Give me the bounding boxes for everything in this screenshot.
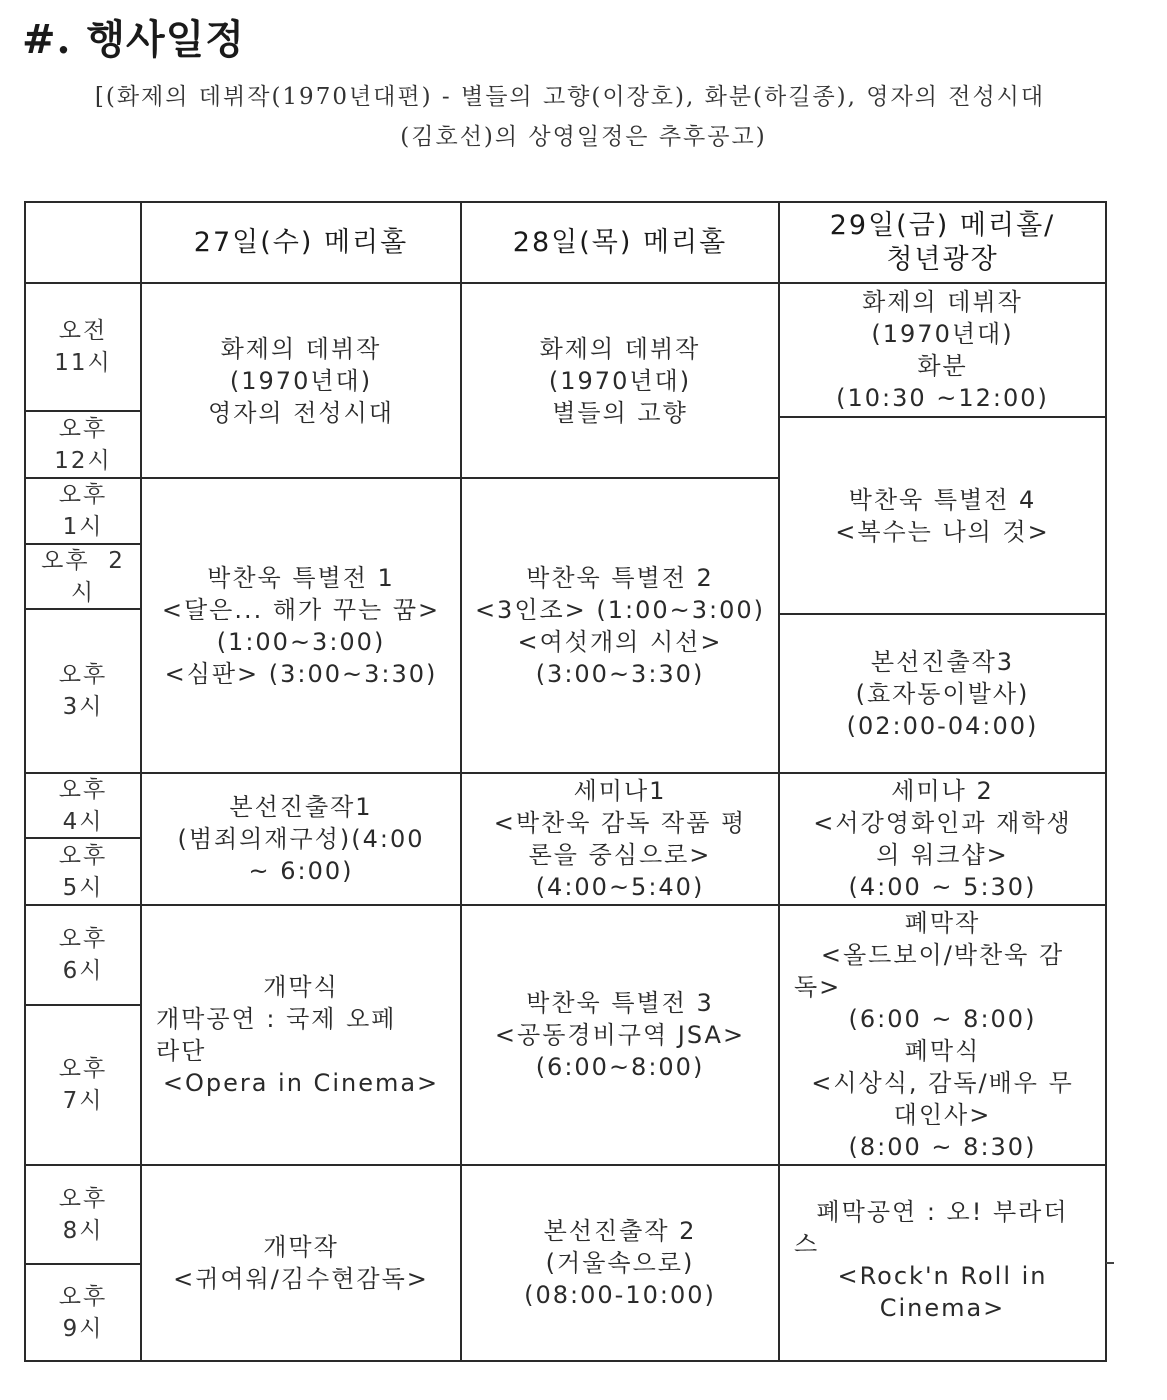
event-line: 본선진출작1 <box>229 793 373 821</box>
event-line: <달은... 해가 꾸는 꿈> <box>161 595 441 624</box>
time-label: 9시 <box>62 1315 104 1342</box>
time-label: 시 <box>70 579 96 606</box>
event-line: 세미나1 <box>573 777 667 805</box>
time-label: 7시 <box>62 1088 104 1114</box>
event-line: 폐막작 <box>904 909 981 937</box>
event-line: (8:00 ~ 8:30) <box>848 1133 1037 1161</box>
event-line: 화분 <box>917 352 968 380</box>
edge-mark <box>1106 1262 1114 1264</box>
event-line: (1970년대) <box>229 366 373 395</box>
time-label: 오후 <box>58 415 108 442</box>
time-label: 12시 <box>54 447 112 474</box>
event-line: 화제의 데뷔작 <box>220 334 382 363</box>
page-title: #. 행사일정 <box>22 16 245 63</box>
event-d27-opening <box>142 906 460 1164</box>
event-line: 개막작 <box>263 1233 339 1261</box>
time-label: 오후 <box>58 1056 108 1082</box>
event-d28-afternoon <box>462 479 778 772</box>
time-7 <box>26 1006 140 1164</box>
event-line: (거울속으로) <box>545 1249 695 1277</box>
subtitle-line-2: (김호선)의 상영일정은 추후공고) <box>400 124 767 150</box>
event-line: 박찬욱 특별전 3 <box>526 989 714 1017</box>
event-d27-afternoon <box>142 479 460 772</box>
event-line: (08:00-10:00) <box>524 1281 716 1309</box>
header-day29 <box>780 203 1105 282</box>
time-9 <box>26 1265 140 1360</box>
event-d27-morning <box>142 284 460 477</box>
event-line: (1970년대) <box>548 366 692 395</box>
event-d28-special3 <box>462 906 778 1164</box>
event-d27-night <box>142 1166 460 1360</box>
event-line: (범죄의재구성)(4:00 <box>177 825 425 853</box>
time-label: 오후 <box>58 1283 108 1310</box>
time-label: 오후 <box>58 776 108 803</box>
event-line: (6:00~8:00) <box>535 1053 705 1081</box>
event-line: 개막식 <box>263 973 339 1001</box>
event-line: 폐막식 <box>904 1037 981 1065</box>
time-label: 오후 2 <box>41 547 125 574</box>
event-line: <심판> (3:00~3:30) <box>164 659 438 688</box>
event-line: (1970년대) <box>871 320 1014 348</box>
event-line: <귀여워/김수현감독> <box>173 1265 429 1293</box>
event-d29-special4 <box>780 418 1105 613</box>
time-8 <box>26 1166 140 1263</box>
event-line: 세미나 2 <box>891 777 994 805</box>
time-label: 4시 <box>62 808 104 835</box>
event-line: 본선진출작3 <box>870 647 1015 676</box>
time-label: 오전 <box>58 318 108 344</box>
event-line: <여섯개의 시선> <box>517 627 723 656</box>
event-line: 박찬욱 특별전 4 <box>848 485 1037 514</box>
event-line: <Rock'n Roll in <box>837 1262 1048 1290</box>
time-5 <box>26 839 140 904</box>
header-day27-label: 27일(수) 메리홀 <box>193 226 409 258</box>
event-line: <3인조> (1:00~3:00) <box>474 595 766 624</box>
event-line: (10:30 ~12:00) <box>836 384 1049 412</box>
event-line: <박찬욱 감독 작품 평 <box>493 809 747 837</box>
time-11 <box>26 284 140 410</box>
event-line: 박찬욱 특별전 2 <box>526 563 714 592</box>
event-line: (6:00 ~ 8:00) <box>848 1005 1037 1033</box>
header-day28-label: 28일(목) 메리홀 <box>512 226 728 258</box>
subtitle-line-1: [(화제의 데뷔작(1970년대편) - 별들의 고향(이장호), 화분(하길종), 영자의 전성시대 <box>94 84 1046 110</box>
header-day27 <box>142 203 460 282</box>
event-line: (02:00-04:00) <box>846 711 1039 740</box>
event-line: 대인사> <box>893 1101 992 1129</box>
event-line: (1:00~3:00) <box>216 627 386 656</box>
event-line: <복수는 나의 것> <box>835 517 1050 546</box>
header-day29-label-2: 청년광장 <box>886 243 999 275</box>
time-label: 5시 <box>62 874 104 901</box>
event-line: (4:00 ~ 5:30) <box>848 873 1037 901</box>
table-border-right <box>1105 201 1107 1362</box>
event-line: 영자의 전성시대 <box>208 398 394 427</box>
event-line: 독> <box>794 973 842 1001</box>
event-line: (4:00~5:40) <box>535 873 705 901</box>
event-d28-seminar1 <box>462 774 778 904</box>
time-label: 오후 <box>58 482 108 508</box>
event-d27-evening1 <box>142 774 460 904</box>
event-line: (효자동이발사) <box>855 679 1030 708</box>
event-line: <공동경비구역 JSA> <box>494 1021 746 1049</box>
time-label: 6시 <box>62 958 104 984</box>
event-line: 개막공연 : 국제 오페 <box>156 1005 397 1033</box>
event-line: Cinema> <box>879 1294 1006 1322</box>
event-line: 화제의 데뷔작 <box>862 288 1023 316</box>
header-day29-label-1: 29일(금) 메리홀/ <box>829 209 1056 241</box>
event-line: 화제의 데뷔작 <box>539 334 701 363</box>
event-line: 론을 중심으로> <box>528 841 712 869</box>
event-d29-competition3 <box>780 615 1105 772</box>
event-line: 스 <box>794 1230 820 1258</box>
event-line: 별들의 고향 <box>552 398 688 427</box>
event-line: 본선진출작 2 <box>543 1217 697 1245</box>
time-2 <box>26 545 140 608</box>
event-line: <올드보이/박찬욱 감 <box>820 941 1065 969</box>
event-line: 박찬욱 특별전 1 <box>207 563 395 592</box>
event-d28-morning <box>462 284 778 477</box>
time-6 <box>26 906 140 1004</box>
time-label: 오후 <box>58 662 108 688</box>
time-label: 오후 <box>58 1185 108 1212</box>
time-4 <box>26 774 140 837</box>
event-line: (3:00~3:30) <box>535 659 705 688</box>
event-line: <시상식, 감독/배우 무 <box>811 1069 1074 1097</box>
event-line: <서강영화인과 재학생 <box>813 809 1072 837</box>
event-d29-seminar2 <box>780 774 1105 904</box>
event-line: 의 워크샵> <box>876 841 1009 869</box>
event-line: <Opera in Cinema> <box>162 1069 440 1097</box>
time-label: 8시 <box>62 1217 104 1244</box>
event-line: ~ 6:00) <box>248 857 354 885</box>
time-1 <box>26 479 140 543</box>
header-day28 <box>462 203 778 282</box>
event-d29-night <box>780 1166 1105 1360</box>
time-label: 오후 <box>58 926 108 952</box>
time-3 <box>26 610 140 772</box>
time-label: 3시 <box>62 694 104 720</box>
event-d28-night <box>462 1166 778 1360</box>
event-line: 폐막공연 : 오! 부라더 <box>816 1198 1069 1226</box>
event-line: 라단 <box>156 1037 207 1065</box>
event-d29-closing <box>780 906 1105 1164</box>
time-12 <box>26 412 140 477</box>
table-border-bottom <box>24 1360 1107 1362</box>
time-label: 오후 <box>58 842 108 869</box>
time-label: 11시 <box>54 350 112 376</box>
time-label: 1시 <box>62 514 104 540</box>
event-d29-morning <box>780 284 1105 416</box>
